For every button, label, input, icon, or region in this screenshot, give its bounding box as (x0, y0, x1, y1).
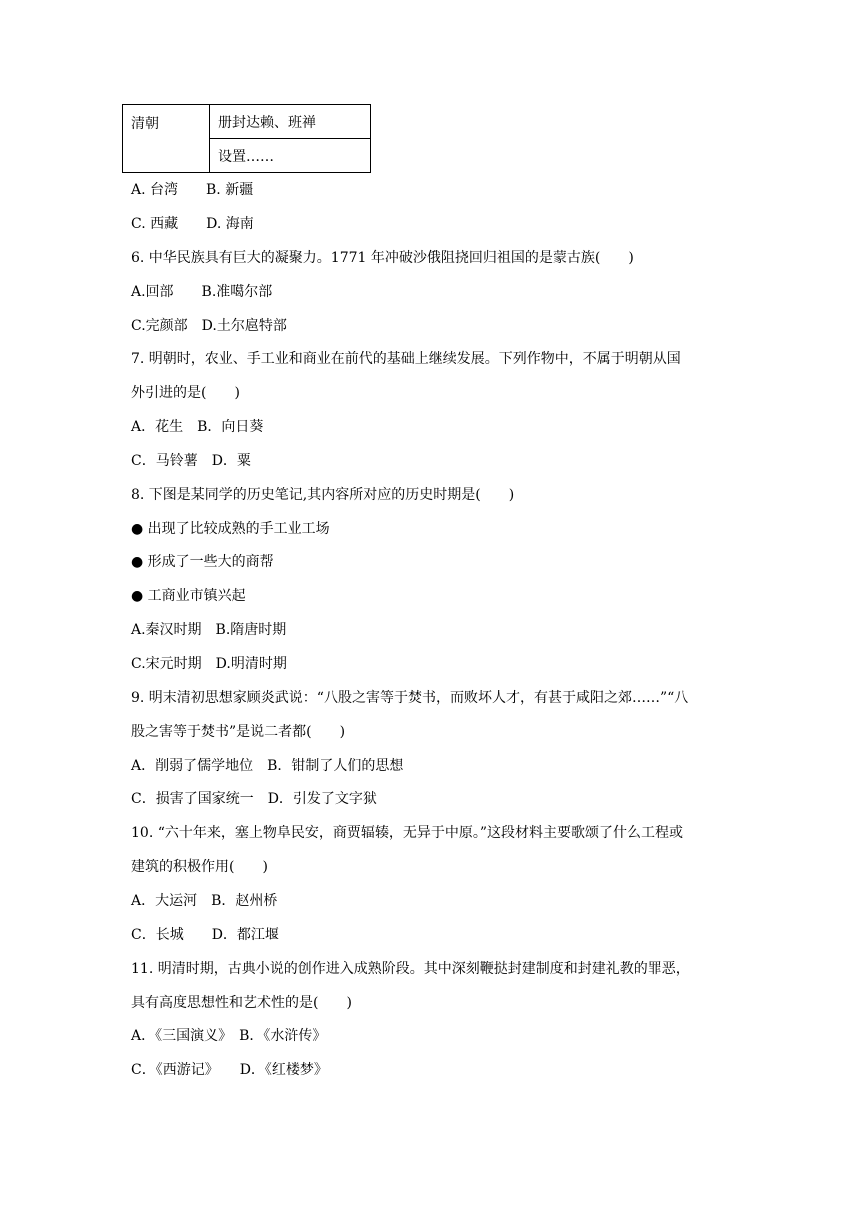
option-line: A．《三国演义》 B．《水浒传》 (131, 1028, 327, 1044)
note-bullet: ● 出现了比较成熟的手工业工场 (131, 521, 330, 537)
question-7-cont: 外引进的是( ) (131, 385, 240, 401)
note-bullet: ● 形成了一些大的商帮 (131, 554, 274, 570)
question-10-cont: 建筑的积极作用( ) (131, 859, 268, 875)
dynasty-table (122, 104, 371, 173)
question-6: 6. 中华民族具有巨大的凝聚力。1771 年冲破沙俄阻挠回归祖国的是蒙古族( ) (131, 250, 634, 266)
option-line: A. 台湾 B. 新疆 (131, 182, 254, 198)
option-line: C．《西游记》 D．《红楼梦》 (131, 1062, 328, 1078)
option-line: A．大运河 B．赵州桥 (131, 893, 278, 909)
option-line: C. 西藏 D. 海南 (131, 216, 254, 232)
table-row-header: 清朝 (123, 105, 210, 173)
option-line: A．花生 B．向日葵 (131, 419, 264, 435)
table-cell: 设置…… (210, 139, 371, 173)
question-8: 8. 下图是某同学的历史笔记,其内容所对应的历史时期是( ) (131, 487, 515, 503)
option-line: A．削弱了儒学地位 B．钳制了人们的思想 (131, 758, 404, 774)
option-line: A.回部 B.准噶尔部 (131, 284, 273, 300)
table-cell: 册封达赖、班禅 (210, 105, 371, 139)
question-11-cont: 具有高度思想性和艺术性的是( ) (131, 995, 352, 1011)
question-9-cont: 股之害等于焚书”是说二者都( ) (131, 724, 346, 740)
option-line: C.宋元时期 D.明清时期 (131, 656, 287, 672)
question-7: 7. 明朝时，农业、手工业和商业在前代的基础上继续发展。下列作物中，不属于明朝从国 (131, 351, 681, 367)
option-line: C．长城 D．都江堰 (131, 927, 279, 943)
option-line: C．马铃薯 D．粟 (131, 453, 251, 469)
option-line: A.秦汉时期 B.隋唐时期 (131, 622, 287, 638)
question-10: 10. “六十年来，塞上物阜民安，商贾辐辏，无异于中原。”这段材料主要歌颂了什么工程或 (131, 825, 684, 841)
question-9: 9. 明末清初思想家顾炎武说：“八股之害等于焚书，而败坏人才，有甚于咸阳之郊……”“八 (131, 690, 689, 706)
option-line: C．损害了国家统一 D．引发了文字狱 (131, 791, 377, 807)
option-line: C.完颜部 D.土尔扈特部 (131, 318, 287, 334)
question-11: 11. 明清时期，古典小说的创作进入成熟阶段。其中深刻鞭挞封建制度和封建礼教的罪恶， (131, 961, 690, 977)
note-bullet: ● 工商业市镇兴起 (131, 588, 246, 604)
